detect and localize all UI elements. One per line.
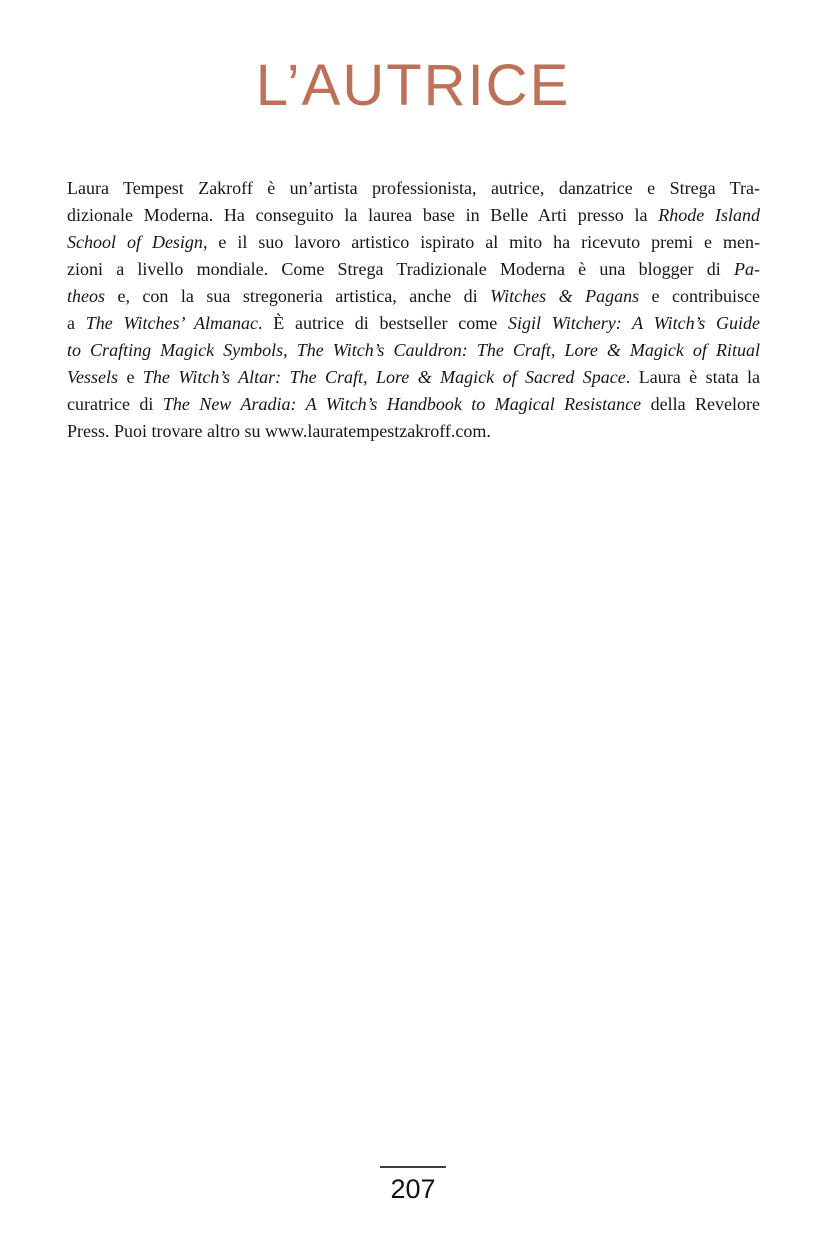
text-line-1	[67, 175, 760, 202]
text-line-2	[67, 202, 760, 229]
italic-text-segment: theos	[67, 286, 105, 306]
text-segment: , e il suo lavoro artistico ispirato al mito ha ricevuto premi e men-	[202, 232, 760, 252]
author-bio-paragraph	[67, 175, 760, 445]
text-segment: zioni a livello mondiale. Come Strega Tradizionale Moderna è una blogger di	[67, 259, 734, 279]
text-line-3	[67, 229, 760, 256]
text-segment: e contribuisce	[639, 286, 760, 306]
italic-text-segment: Witches & Pagans	[490, 286, 640, 306]
text-segment: .	[486, 421, 491, 441]
text-segment: Press. Puoi trovare altro su	[67, 421, 265, 441]
italic-text-segment: The Witches’ Almanac	[85, 313, 258, 333]
italic-text-segment: The Witch’s Altar: The Craft, Lore & Magick of Sacred Space	[142, 367, 626, 387]
text-segment: dizionale Moderna. Ha conseguito la laurea base in Belle Arti presso la	[67, 205, 659, 225]
text-line-9	[67, 391, 760, 418]
text-line-6	[67, 310, 760, 337]
page-footer	[0, 1158, 826, 1204]
footer-rule	[380, 1166, 446, 1168]
text-line-8	[67, 364, 760, 391]
italic-text-segment: The New Aradia: A Witch’s Handbook to Magical Resistance	[162, 394, 642, 414]
italic-text-segment: Pa-	[734, 259, 760, 279]
page-number: 207	[390, 1174, 436, 1204]
italic-text-segment: Sigil Witchery: A Witch’s Guide	[507, 313, 761, 333]
text-segment: della Revelore	[641, 394, 760, 414]
italic-text-segment: to Crafting Magick Symbols, The Witch’s Cauldron: The Craft, Lore & Magick of Ritual	[67, 340, 760, 360]
page-title: L’AUTRICE	[255, 53, 571, 118]
italic-text-segment: Vessels	[67, 367, 118, 387]
text-line-5	[67, 283, 760, 310]
text-segment: e, con la sua stregoneria artistica, anche di	[105, 286, 491, 306]
text-segment: Laura Tempest Zakroff è un’artista professionista, autrice, danzatrice e Strega Tra-	[67, 178, 760, 198]
text-line-10	[67, 418, 760, 445]
text-line-4	[67, 256, 760, 283]
text-segment: curatrice di	[67, 394, 163, 414]
text-line-7	[67, 337, 760, 364]
text-segment: . È autrice di bestseller come	[257, 313, 508, 333]
italic-text-segment: School of Design	[67, 232, 203, 252]
text-segment: e	[118, 367, 143, 387]
text-segment: . Laura è stata la	[625, 367, 761, 387]
website-url: www.lauratempestzakroff.com	[264, 421, 487, 441]
text-segment: a	[67, 313, 86, 333]
italic-text-segment: Rhode Island	[658, 205, 760, 225]
